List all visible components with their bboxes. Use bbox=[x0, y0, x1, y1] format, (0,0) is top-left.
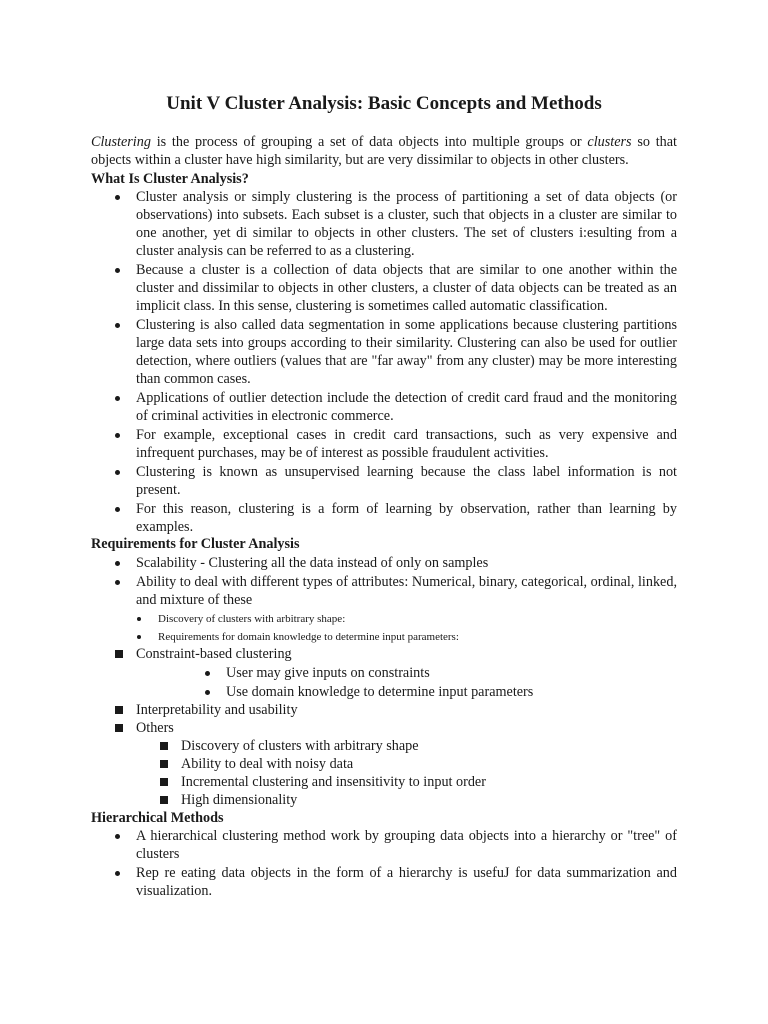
list-item: Ability to deal with different types of attributes: Numerical, binary, categorical, ordinal, linked, and mixture of these bbox=[91, 573, 677, 609]
list-item: Others bbox=[91, 719, 677, 737]
intro-term-clusters: clusters bbox=[587, 134, 632, 150]
section-heading-what-is: What Is Cluster Analysis? bbox=[91, 171, 249, 187]
intro-text-2: so that objects within a cluster have high similarity, but are very dissimilar to objects in other clusters. bbox=[91, 134, 677, 168]
list-item: Use domain knowledge to determine input parameters bbox=[91, 683, 677, 701]
list-item: For this reason, clustering is a form of learning by observation, rather than learning by examples. bbox=[91, 500, 677, 536]
others-sub-list bbox=[91, 737, 677, 809]
intro-paragraph bbox=[91, 133, 677, 169]
hierarchical-list bbox=[91, 827, 677, 901]
usability-list bbox=[91, 701, 677, 737]
list-item: Scalability - Clustering all the data instead of only on samples bbox=[91, 554, 677, 572]
list-item: Requirements for domain knowledge to determine input parameters: bbox=[91, 628, 677, 646]
constraint-list bbox=[91, 645, 677, 663]
list-item: Clustering is also called data segmentation in some applications because clustering partitions large data sets into groups according to their similarity. Clustering can also be used for outlier detection, where outliers (values that are "far away" from any cluster) may be more interesting than common cases. bbox=[91, 316, 677, 388]
intro-term-clustering: Clustering bbox=[91, 134, 151, 150]
section-heading-hierarchical: Hierarchical Methods bbox=[91, 810, 224, 826]
list-item: Incremental clustering and insensitivity to input order bbox=[91, 773, 677, 791]
list-item: Applications of outlier detection include the detection of credit card fraud and the monitoring of criminal activities in electronic commerce. bbox=[91, 389, 677, 425]
requirements-list bbox=[91, 554, 677, 610]
section-heading-requirements: Requirements for Cluster Analysis bbox=[91, 536, 300, 552]
requirements-sub-list bbox=[91, 610, 677, 646]
list-item: A hierarchical clustering method work by grouping data objects into a hierarchy or "tree" of clusters bbox=[91, 827, 677, 863]
list-item: Rep re eating data objects in the form of a hierarchy is usefuJ for data summarization and visualization. bbox=[91, 864, 677, 900]
list-item: Constraint-based clustering bbox=[91, 645, 677, 663]
list-item: Discovery of clusters with arbitrary shape bbox=[91, 737, 677, 755]
intro-text-1: is the process of grouping a set of data objects into multiple groups or bbox=[150, 134, 588, 150]
constraint-sub-list bbox=[91, 664, 677, 702]
list-item: Cluster analysis or simply clustering is the process of partitioning a set of data objects (or observations) into subsets. Each subset is a cluster, such that objects in a cluster are similar to one another, yet di similar to objects in other clusters. The set of clusters i:esulting from a cluster analysis can be referred to as a clustering. bbox=[91, 188, 677, 260]
what-is-list bbox=[91, 188, 677, 537]
list-item: Discovery of clusters with arbitrary shape: bbox=[91, 610, 677, 628]
list-item: Interpretability and usability bbox=[91, 701, 677, 719]
page-title: Unit V Cluster Analysis: Basic Concepts and Methods bbox=[166, 93, 602, 114]
list-item: Clustering is known as unsupervised learning because the class label information is not present. bbox=[91, 463, 677, 499]
list-item: Because a cluster is a collection of data objects that are similar to one another within the cluster and dissimilar to objects in other clusters, a cluster of data objects can be treated as an implicit class. In this sense, clustering is sometimes called automatic classification. bbox=[91, 261, 677, 315]
list-item: High dimensionality bbox=[91, 791, 677, 809]
list-item: For example, exceptional cases in credit card transactions, such as very expensive and infrequent purchases, may be of interest as possible fraudulent activities. bbox=[91, 426, 677, 462]
list-item: Ability to deal with noisy data bbox=[91, 755, 677, 773]
list-item: User may give inputs on constraints bbox=[91, 664, 677, 682]
